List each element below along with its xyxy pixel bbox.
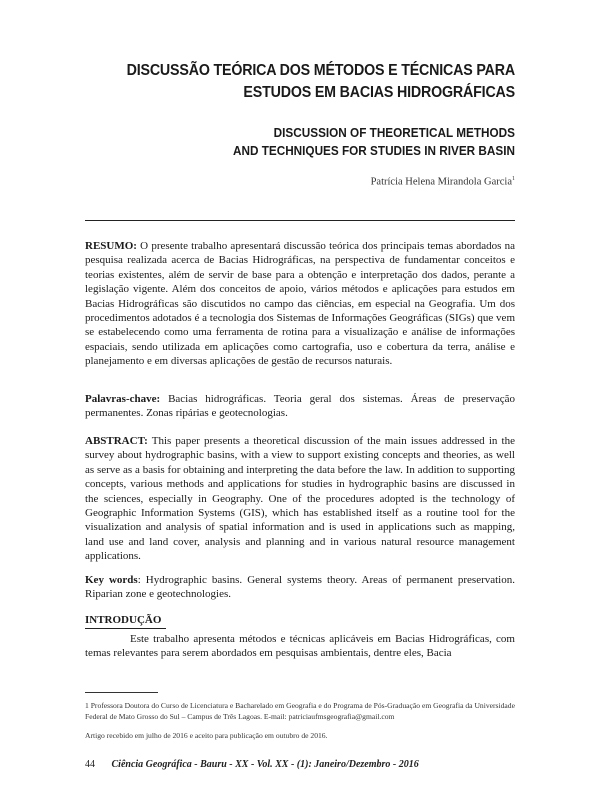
title-portuguese (110, 60, 515, 104)
title-en-line-2: AND TECHNIQUES FOR STUDIES IN RIVER BASIN (232, 144, 515, 158)
keywords-paragraph (85, 573, 515, 602)
title-en-line-1: DISCUSSION OF THEORETICAL METHODS (273, 126, 515, 140)
abstract-label: ABSTRACT: (85, 435, 148, 447)
title-pt-line-1: DISCUSSÃO TEÓRICA DOS MÉTODOS E TÉCNICAS PARA (126, 62, 515, 79)
introducao-heading: INTRODUÇÃO (85, 614, 162, 626)
abstract-text: This paper presents a theoretical discussion of the main issues addressed in the survey about hydrographic basins, with a view to support existing concepts and theories, as well as serve as a basis for obtaining and interpreting the data before the law. In addition to supporting concepts, various methods and applications for studies in hydrographic basins are discussed in the sciences, especially in Geography. One of the procedures adopted is the technology of Geographic Information Systems (GIS), which has established itself as a routine tool for the visualization and analysis of spatial information and is used in applications such as mapping, land use and land cover, analysis and planning and in various natural resource management applications. (85, 435, 515, 563)
footnote-divider (85, 692, 158, 693)
keywords-label: Key words (85, 574, 138, 586)
author-text: Patrícia Helena Mirandola Garcia (370, 176, 512, 188)
author-name (371, 176, 515, 188)
introducao-paragraph: Este trabalho apresenta métodos e técnicas aplicáveis em Bacias Hidrográficas, com temas relevantes para serem abordados em pesquisas ambientais, dentre eles, Bacia (85, 633, 515, 660)
page-footer (85, 759, 419, 770)
title-english (101, 124, 515, 160)
palavras-chave-paragraph (85, 392, 515, 421)
footnote-affiliation: 1 Professora Doutora do Curso de Licenciatura e Bacharelado em Geografia e do Programa de Pós-Graduação em Geografia da Universidade Federal de Mato Grosso do Sul – Campus de Três Lagoas. E-mail: patriciaufmsgeografia@gmail.com (85, 701, 515, 721)
resumo-paragraph (85, 239, 515, 369)
author-footnote-marker: 1 (512, 176, 515, 182)
palavras-chave-label: Palavras-chave: (85, 393, 161, 405)
resumo-text: O presente trabalho apresentará discussão teórica dos principais temas abordados na pesquisa realizada acerca de Bacias Hidrográficas, na perspectiva de fundamentar conceitos e teorias existentes, além de servir de base para a obtenção e interpretação dos dados, perante a legislação vigente. Além dos conceitos de apoio, vários métodos e aplicações para estudos em Bacias Hidrográficas são discutidos no campo das ciências, em especial na Geografia. Um dos procedimentos adotados é a tecnologia dos Sistemas de Informações Geográficas (SIGs) que vem se estabelecendo como uma ferramenta de rotina para a visualização e análise de informações espaciais, sendo utilizada em aplicações como cartografia, uso e cobertura da terra, análise e planejamento e em diversas aplicações de gestão de recursos naturais. (85, 240, 515, 368)
introducao-underline (85, 628, 166, 629)
palavras-chave-text: Bacias hidrográficas. Teoria geral dos sistemas. Áreas de preservação permanentes. Zonas ripárias e geotecnologias. (85, 393, 515, 420)
received-date-note: Artigo recebido em julho de 2016 e aceito para publicação em outubro de 2016. (85, 731, 328, 740)
abstract-paragraph (85, 434, 515, 564)
title-pt-line-2: ESTUDOS EM BACIAS HIDROGRÁFICAS (243, 84, 515, 101)
resumo-label: RESUMO: (85, 240, 137, 252)
page-number: 44 (85, 759, 95, 770)
journal-citation: Ciência Geográfica - Bauru - XX - Vol. XX - (1): Janeiro/Dezembro - 2016 (111, 759, 419, 770)
header-divider (85, 220, 515, 221)
keywords-text: : Hydrographic basins. General systems theory. Areas of permanent preservation. Riparian zone e geotechnologies. (85, 574, 515, 601)
